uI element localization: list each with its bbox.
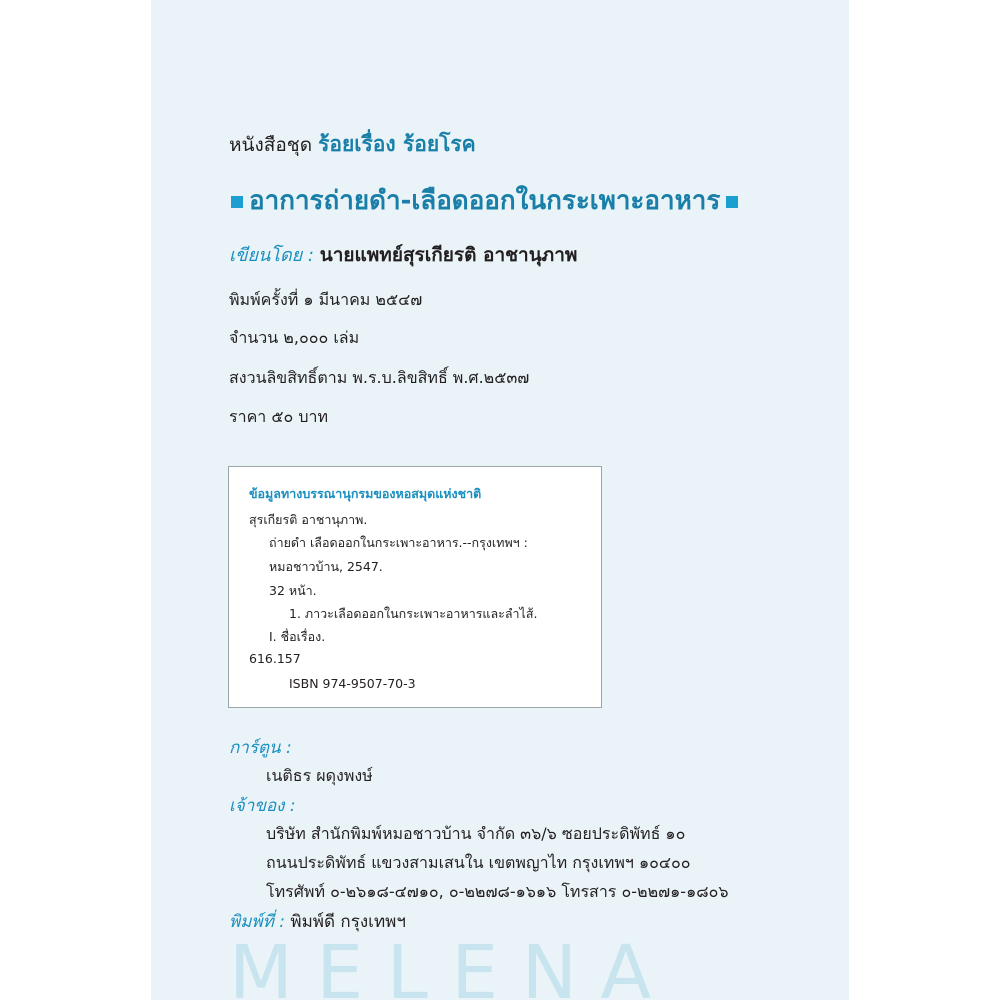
- author-line: [229, 240, 577, 270]
- book-page: [151, 0, 849, 1000]
- cartoon-name: เนติธร ผดุงพงษ์: [266, 766, 373, 785]
- owner-label: เจ้าของ :: [229, 796, 296, 816]
- cip-title: ถ่ายดำ เลือดออกในกระเพาะอาหาร.--กรุงเทพฯ :: [269, 535, 528, 550]
- price: ราคา ๕๐ บาท: [229, 407, 328, 426]
- cartoon-label: การ์ตูน :: [229, 738, 292, 758]
- cip-heading: ข้อมูลทางบรรณานุกรมของหอสมุดแห่งชาติ: [249, 486, 482, 501]
- cip-title-entry: I. ชื่อเรื่อง.: [269, 629, 326, 644]
- owner-line: บริษัท สำนักพิมพ์หมอชาวบ้าน จำกัด ๓๖/๖ ซอยประดิพัทธ์ ๑๐: [266, 824, 686, 843]
- cip-publisher: หมอชาวบ้าน, 2547.: [269, 559, 383, 574]
- square-bullet-icon: [231, 196, 243, 208]
- cip-author: สุรเกียรติ อาชานุภาพ.: [249, 512, 368, 527]
- cip-box: [228, 466, 602, 708]
- series-name: ร้อยเรื่อง ร้อยโรค: [318, 132, 476, 156]
- series-line: [229, 128, 476, 161]
- melena-watermark: M E L E N A: [229, 930, 652, 1000]
- owner-line: ถนนประดิพัทธ์ แขวงสามเสนใน เขตพญาไท กรุงเทพฯ ๑๐๔๐๐: [266, 853, 691, 872]
- printer-name: พิมพ์ดี กรุงเทพฯ: [290, 912, 406, 932]
- cip-subject: 1. ภาวะเลือดออกในกระเพาะอาหารและลำไส้.: [289, 606, 538, 621]
- title-text: อาการถ่ายดำ-เลือดออกในกระเพาะอาหาร: [249, 186, 721, 216]
- cip-classification: 616.157: [249, 651, 301, 666]
- square-bullet-icon: [726, 196, 738, 208]
- edition-info: พิมพ์ครั้งที่ ๑ มีนาคม ๒๕๔๗: [229, 290, 423, 309]
- author-name: นายแพทย์สุรเกียรติ อาชานุภาพ: [319, 244, 578, 266]
- cip-pages: 32 หน้า.: [269, 583, 317, 598]
- owner-line: โทรศัพท์ ๐-๒๖๑๘-๔๗๑๐, ๐-๒๒๗๘-๑๖๑๖ โทรสาร ๐-๒๒๗๑-๑๘๐๖: [266, 882, 729, 901]
- series-prefix: หนังสือชุด: [229, 134, 313, 156]
- cip-isbn: ISBN 974-9507-70-3: [289, 676, 416, 691]
- book-title: [225, 180, 744, 221]
- printer-label: พิมพ์ที่ :: [229, 912, 285, 932]
- author-label: เขียนโดย :: [229, 245, 314, 266]
- copyright-notice: สงวนลิขสิทธิ์ตาม พ.ร.บ.ลิขสิทธิ์ พ.ศ.๒๕๓๗: [229, 368, 530, 387]
- print-count: จำนวน ๒,๐๐๐ เล่ม: [229, 328, 360, 347]
